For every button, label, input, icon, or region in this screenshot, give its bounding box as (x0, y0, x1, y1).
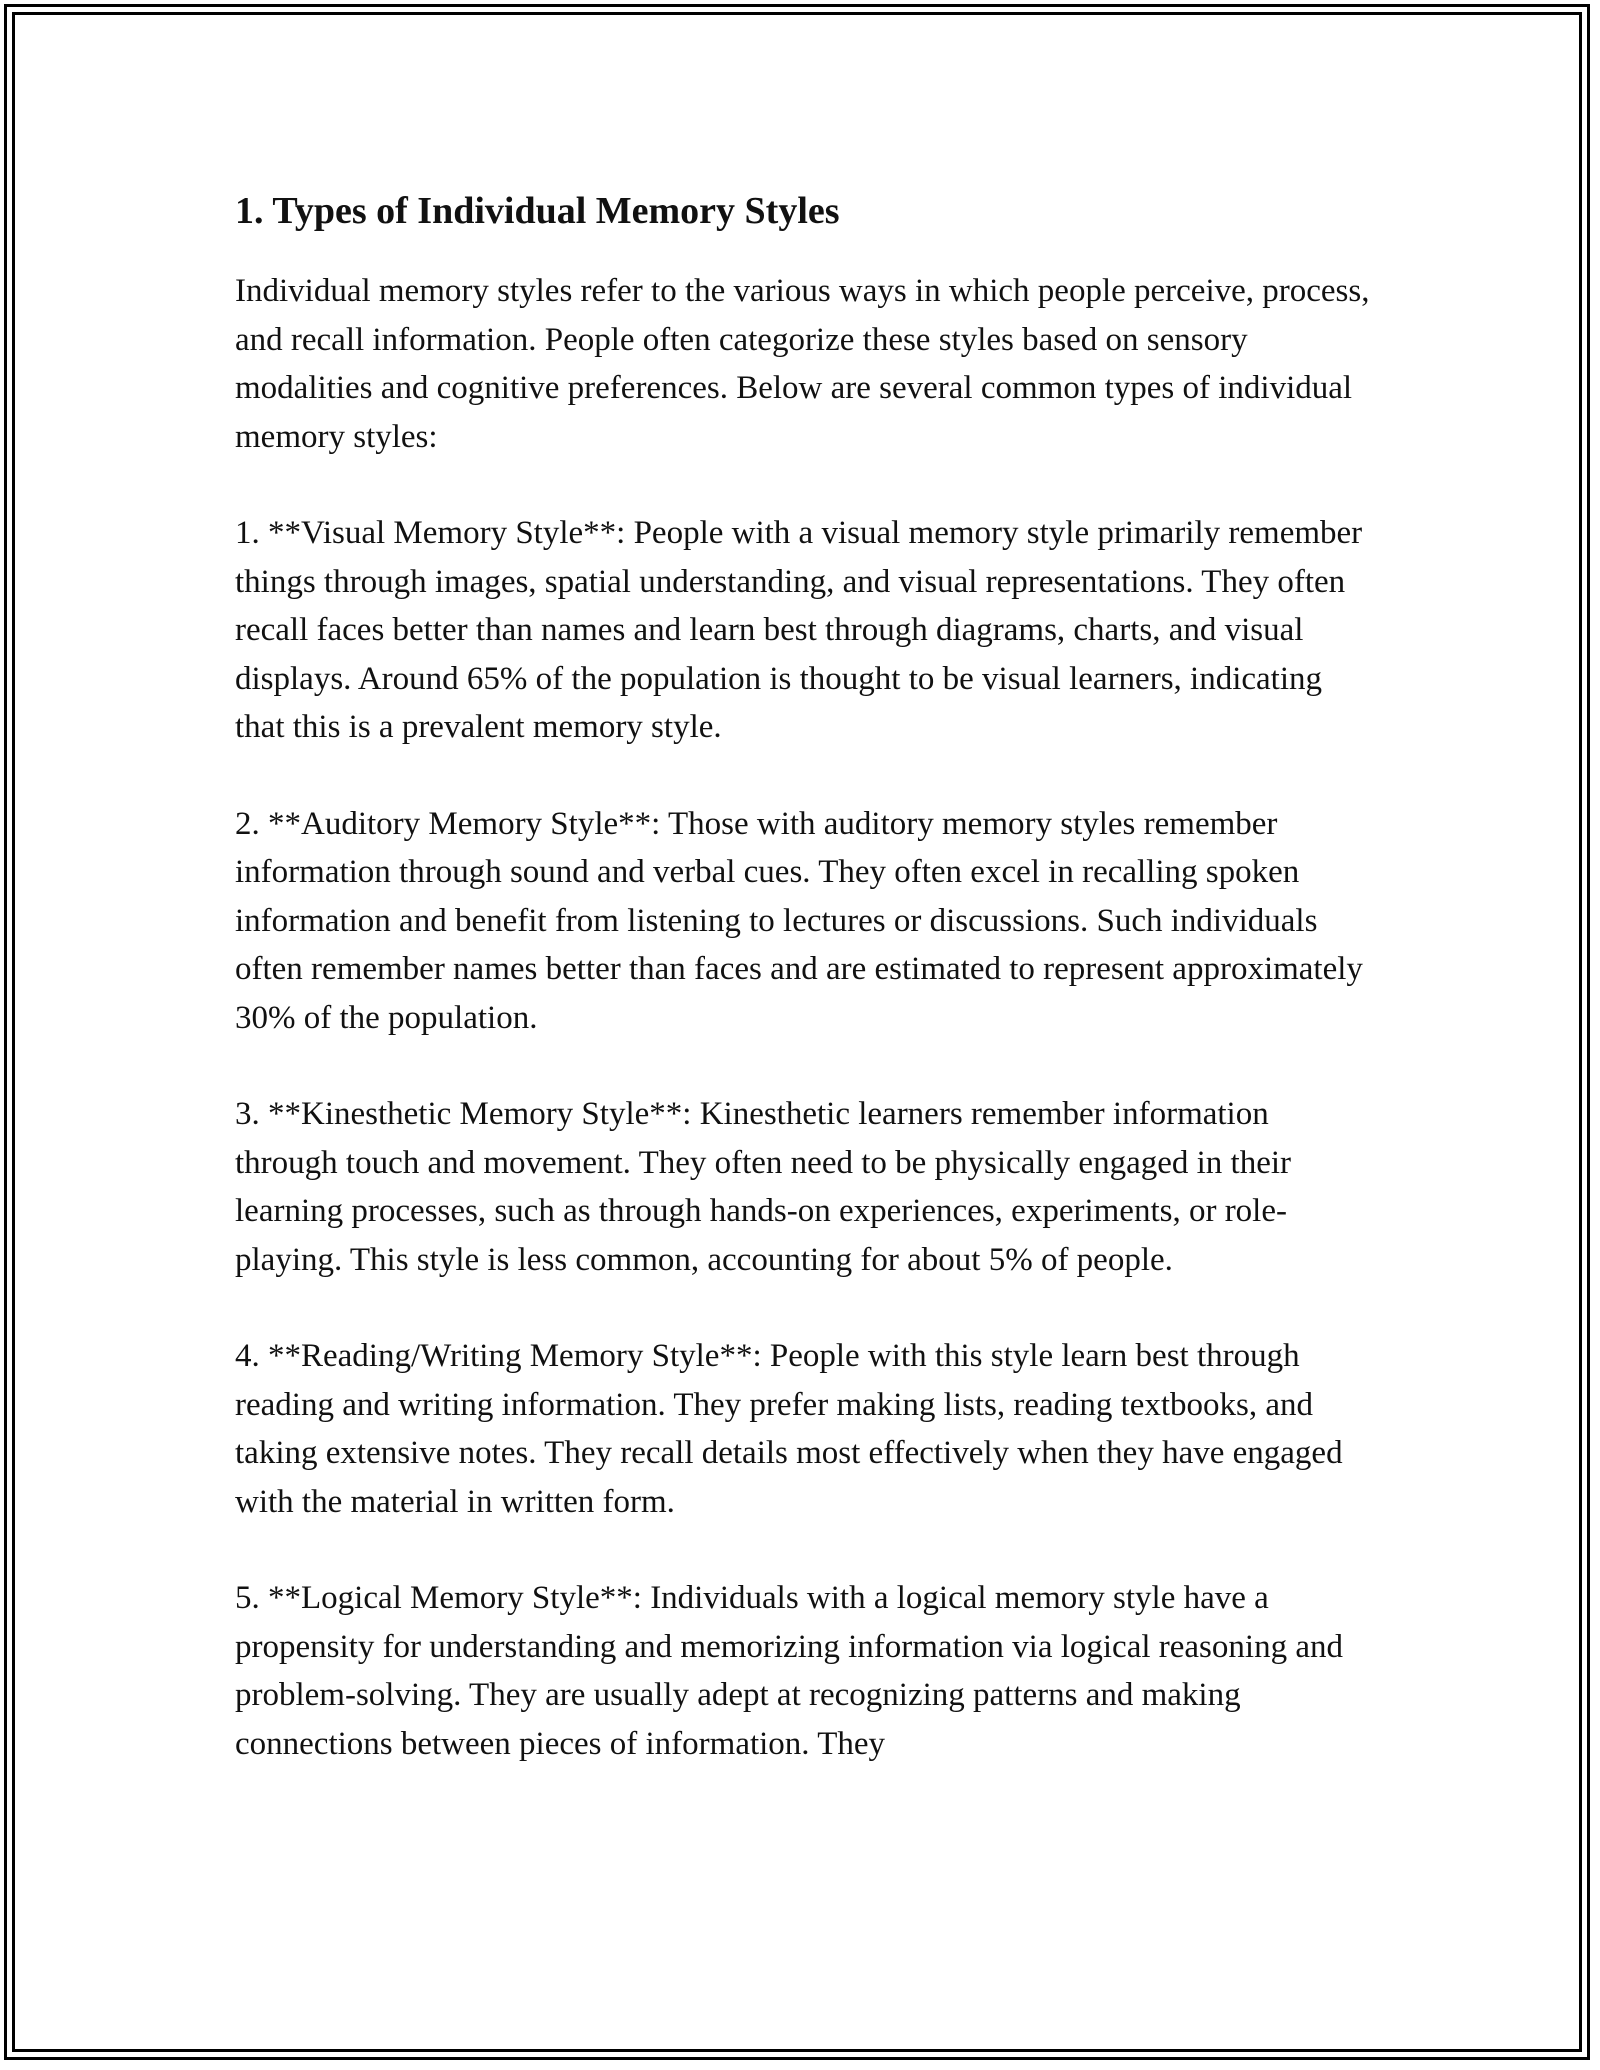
document-body (235, 186, 1375, 1816)
visual-memory-paragraph: 1. **Visual Memory Style**: People with a visual memory style primarily remember things through images, spatial understanding, and visual representations. They often recall faces better than names and learn best through diagrams, charts, and visual displays. Around 65% of the population is thought to be visual learners, indicating that this is a prevalent memory style. (235, 515, 1363, 745)
logical-memory-paragraph: 5. **Logical Memory Style**: Individuals with a logical memory style have a propensity for understanding and memorizing information via logical reasoning and problem-solving. They are usually adept at recognizing patterns and making connections between pieces of information. They (235, 1580, 1343, 1762)
intro-paragraph: Individual memory styles refer to the various ways in which people perceive, process, and recall information. People often categorize these styles based on sensory modalities and cognitive preferences. Below are several common types of individual memory styles: (235, 273, 1370, 455)
kinesthetic-memory-paragraph: 3. **Kinesthetic Memory Style**: Kinesthetic learners remember information through touch and movement. They often need to be physically engaged in their learning processes, such as through hands-on experiences, experiments, or role-playing. This style is less common, accounting for about 5% of people. (235, 1096, 1292, 1278)
reading-writing-memory-paragraph: 4. **Reading/Writing Memory Style**: People with this style learn best through reading and writing information. They prefer making lists, reading textbooks, and taking extensive notes. They recall details most effectively when they have engaged with the material in written form. (235, 1338, 1343, 1520)
section-heading: 1. Types of Individual Memory Styles (235, 190, 840, 232)
auditory-memory-paragraph: 2. **Auditory Memory Style**: Those with auditory memory styles remember information through sound and verbal cues. They often excel in recalling spoken information and benefit from listening to lectures or discussions. Such individuals often remember names better than faces and are estimated to represent approximately 30% of the population. (235, 805, 1363, 1036)
